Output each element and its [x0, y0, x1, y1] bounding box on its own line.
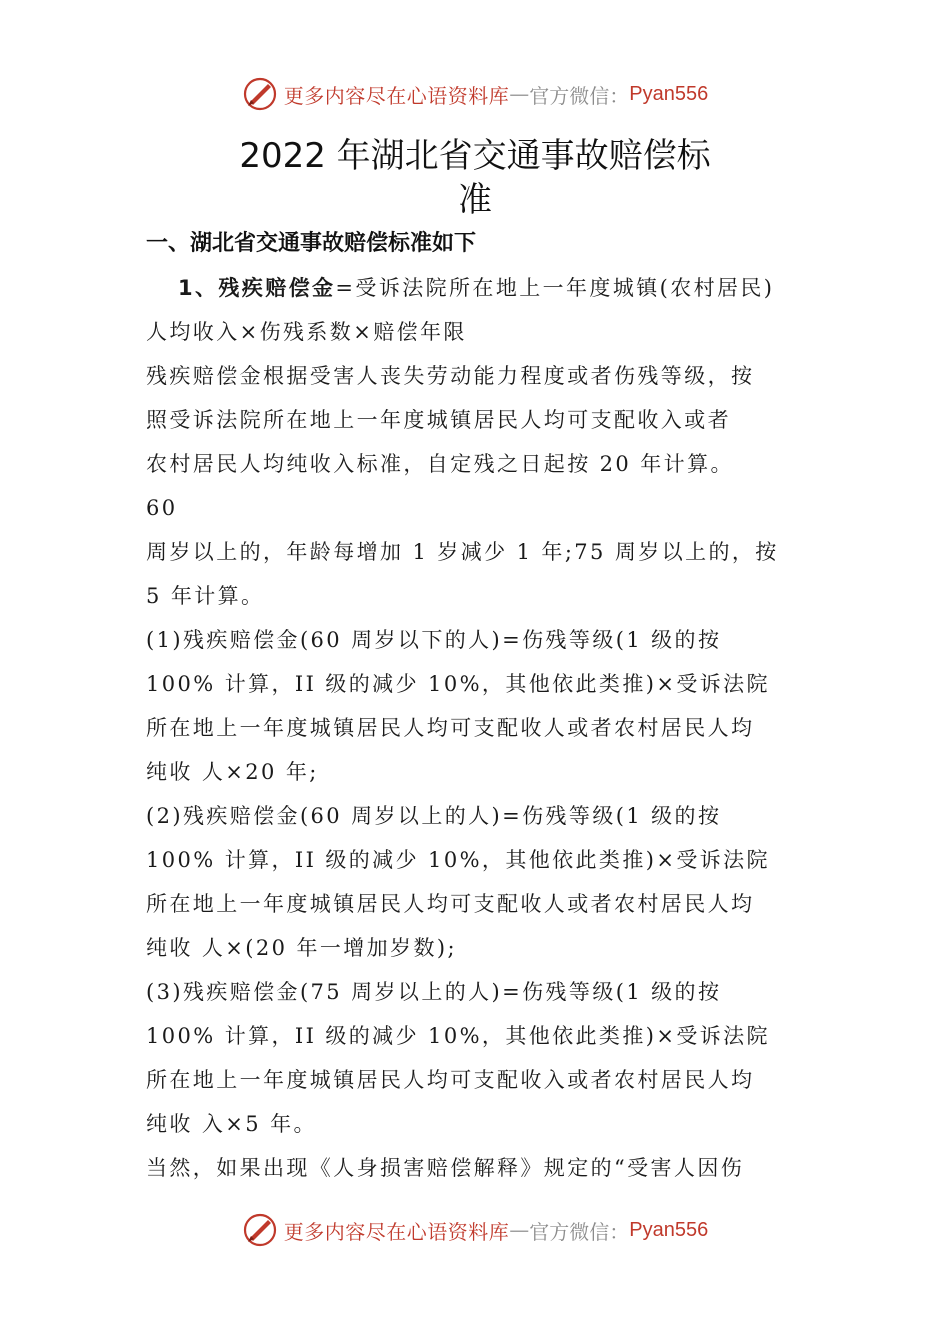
document-title	[0, 134, 950, 222]
watermark-text: 更多内容尽在心语资料库	[283, 83, 510, 108]
watermark-dash: —	[509, 82, 530, 106]
pen-logo-icon	[242, 1212, 278, 1248]
body-line: 人均收入×伤残系数×赔偿年限	[146, 320, 467, 344]
watermark-label: 官方微信：	[529, 83, 630, 108]
watermark-code: Pyan556	[629, 1218, 709, 1241]
body-line: 纯收 入×5 年。	[146, 1112, 317, 1136]
title-line-1: 2022 年湖北省交通事故赔偿标	[239, 136, 711, 176]
watermark-text: 更多内容尽在心语资料库	[283, 1219, 510, 1244]
body-line: 农村居民人均纯收入标准，自定残之日起按 20 年计算。	[146, 452, 734, 476]
body-line: 所在地上一年度城镇居民人均可支配收人或者农村居民人均	[146, 716, 755, 740]
body-line: 照受诉法院所在地上一年度城镇居民人均可支配收入或者	[146, 408, 731, 432]
watermark-label: 官方微信：	[529, 1219, 630, 1244]
body-line: 100% 计算，II 级的减少 10%，其他依此类推)×受诉法院	[146, 1024, 770, 1048]
watermark-dash: —	[509, 1218, 530, 1242]
item-1-text: =受诉法院所在地上一年度城镇(农村居民)	[335, 276, 775, 300]
body-line: 纯收 人×20 年;	[146, 760, 319, 784]
header-watermark	[0, 72, 950, 116]
item-1-label: 1、残疾赔偿金	[178, 276, 336, 300]
body-line: 所在地上一年度城镇居民人均可支配收入或者农村居民人均	[146, 1068, 755, 1092]
document-body	[146, 266, 826, 1190]
watermark-code: Pyan556	[629, 82, 709, 105]
title-line-2: 准	[458, 180, 492, 220]
body-line: 100% 计算，II 级的减少 10%，其他依此类推)×受诉法院	[146, 848, 770, 872]
pen-logo-icon	[242, 76, 278, 112]
body-line: (3)残疾赔偿金(75 周岁以上的人)=伤残等级(1 级的按	[146, 980, 722, 1004]
body-line: (2)残疾赔偿金(60 周岁以上的人)=伤残等级(1 级的按	[146, 804, 722, 828]
body-line: 100% 计算，II 级的减少 10%，其他依此类推)×受诉法院	[146, 672, 770, 696]
item-1-line	[146, 266, 826, 310]
body-line: 60	[146, 496, 178, 520]
footer-watermark	[0, 1208, 950, 1252]
section-heading: 一、湖北省交通事故赔偿标准如下	[146, 231, 477, 256]
body-line: 所在地上一年度城镇居民人均可支配收人或者农村居民人均	[146, 892, 755, 916]
body-line: 纯收 人×(20 年一增加岁数);	[146, 936, 457, 960]
body-line: 残疾赔偿金根据受害人丧失劳动能力程度或者伤残等级，按	[146, 364, 755, 388]
body-line: (1)残疾赔偿金(60 周岁以下的人)=伤残等级(1 级的按	[146, 628, 722, 652]
body-line: 5 年计算。	[146, 584, 265, 608]
body-line: 当然，如果出现《人身损害赔偿解释》规定的“受害人因伤	[146, 1156, 745, 1180]
body-line: 周岁以上的，年龄每增加 1 岁减少 1 年;75 周岁以上的，按	[146, 540, 779, 564]
